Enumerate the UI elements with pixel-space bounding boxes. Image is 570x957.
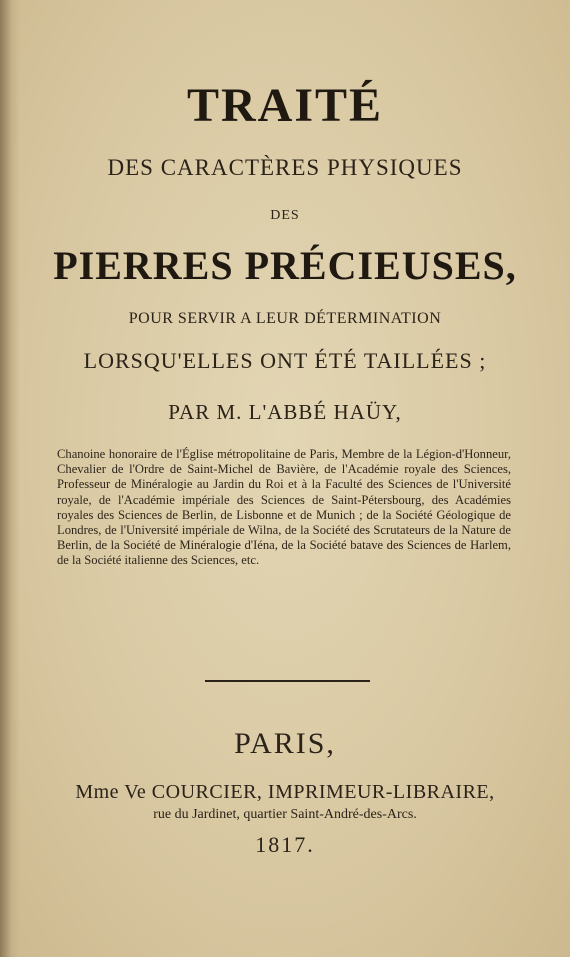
purpose-line-1: POUR SERVIR A LEUR DÉTERMINATION — [128, 310, 442, 327]
imprint-address: rue du Jardinet, quartier Saint-André-des-Arcs. — [153, 807, 417, 822]
subtitle-line-2: DES — [270, 208, 300, 223]
book-title: TRAITÉ — [186, 79, 384, 132]
author-line: PAR M. L'ABBÉ HAÜY, — [168, 400, 402, 424]
subtitle-line-3: PIERRES PRÉCIEUSES, — [53, 243, 517, 288]
imprint-city: PARIS, — [234, 727, 336, 760]
imprint-year: 1817. — [255, 832, 315, 857]
subtitle-line-1: DES CARACTÈRES PHYSIQUES — [107, 155, 463, 180]
author-credentials: Chanoine honoraire de l'Église métropolitaine de Paris, Membre de la Légion-d'Honneur, Chevalier de l'Ordre de Saint-Michel de Bavière, de l'Académie royale des Sciences, Professeur de Minéralogie au Jardin du Roi et à la Faculté des Sciences de l'Université royale, de l'Académie impériale des Sciences de Saint-Pétersbourg, des Académies royales des Sciences de Berlin, de Lisbonne et de Munich ; de la Société Géologique de Londres, de l'Université impériale de Wilna, de la Société des Scrutateurs de la Nature de Berlin, de la Société de Minéralogie d'Iéna, de la Société batave des Sciences de Harlem, de la Société italienne des Sciences, etc. — [57, 447, 511, 568]
decorative-rule — [205, 680, 370, 682]
imprint-printer: Mme Ve COURCIER, IMPRIMEUR-LIBRAIRE, — [75, 781, 495, 803]
purpose-line-2: LORSQU'ELLES ONT ÉTÉ TAILLÉES ; — [83, 348, 487, 373]
